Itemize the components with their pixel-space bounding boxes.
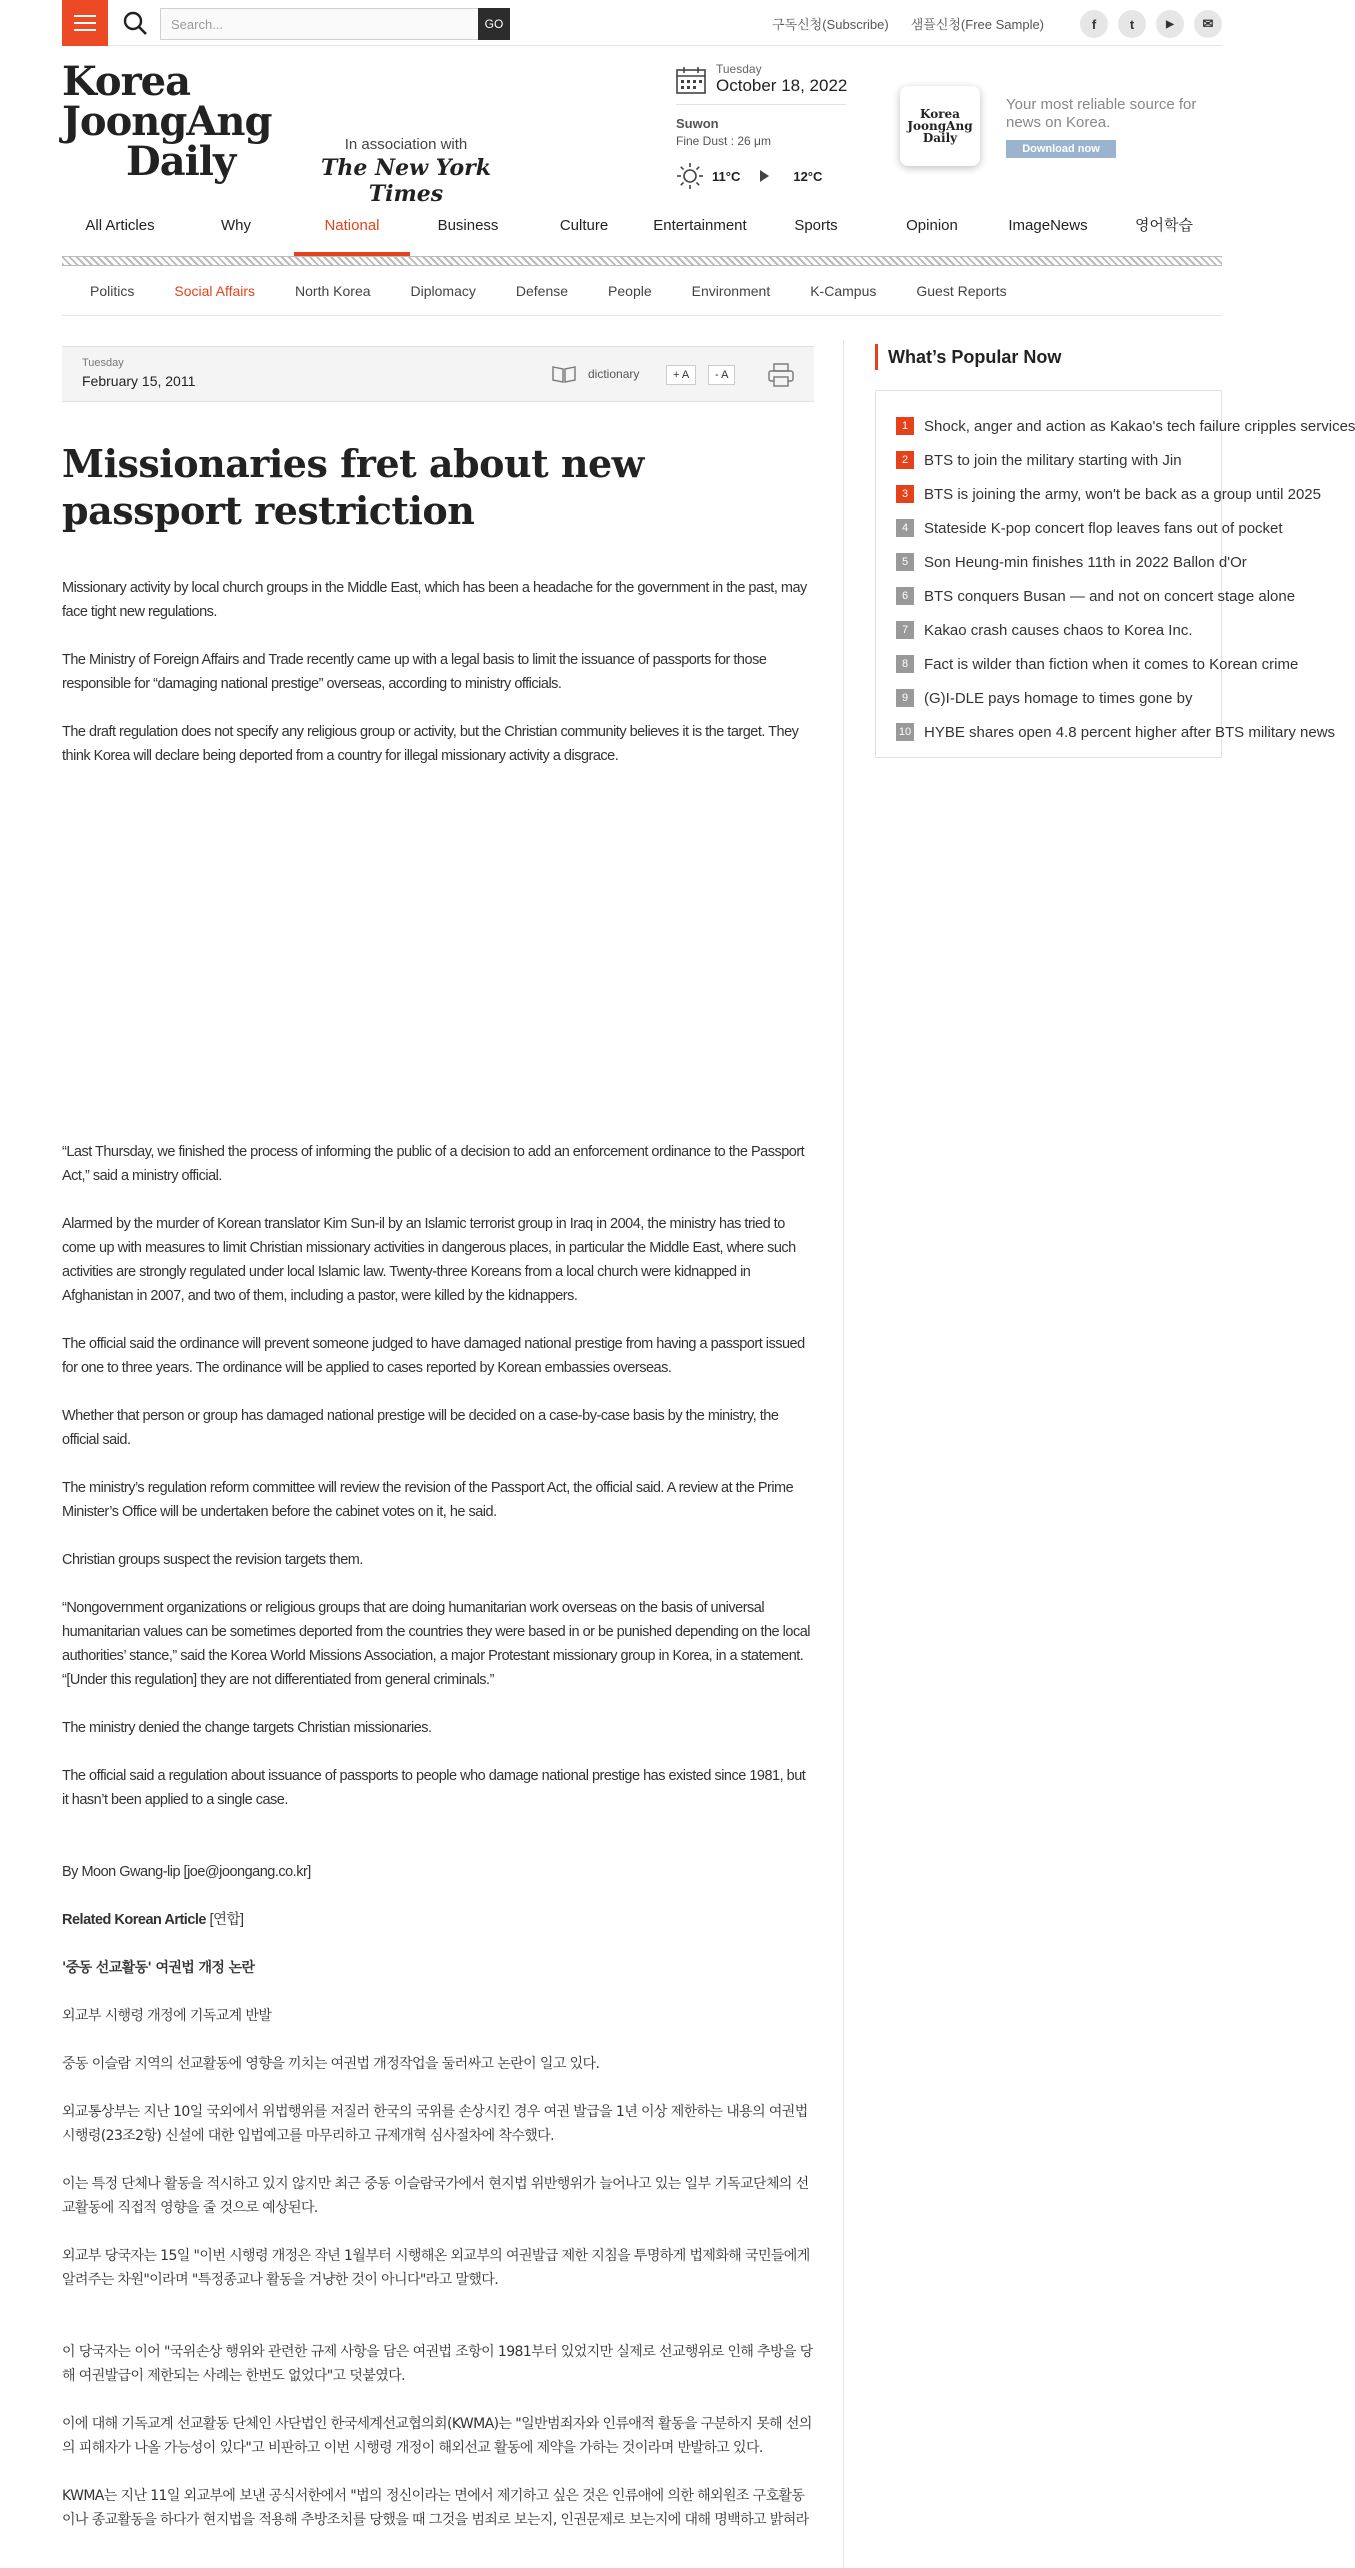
popular-item[interactable] [896,647,1299,681]
popular-item[interactable] [896,681,1201,715]
article-paragraph: The official said the ordinance will prevent someone judged to have damaged national prestige from having a passport issued for one to three years. The ordinance will be applied to cases reported by Korean embassies overseas. [62,1336,805,1376]
sun-icon [676,162,704,190]
top-utility-bar [62,0,1222,46]
search-input[interactable] [160,8,480,40]
calendar-icon [676,66,706,94]
popular-item[interactable] [896,409,1355,443]
subnav-defense[interactable]: Defense [515,283,569,299]
nav-sports[interactable]: Sports [794,217,838,234]
subscribe-link[interactable]: 구독신청(Subscribe) [772,17,889,32]
rank-badge: 8 [896,655,914,673]
logo-line: JoongAng [62,98,272,145]
weather-city: Suwon [676,116,719,131]
rank-badge: 7 [896,621,914,639]
current-date: October 18, 2022 [716,76,848,95]
nav-entertainment[interactable]: Entertainment [653,217,747,234]
article-date: February 15, 2011 [82,373,196,389]
nav-imagenews[interactable]: ImageNews [1008,217,1088,234]
date-divider [676,104,846,105]
subnav-politics[interactable]: Politics [90,283,135,299]
popular-item-title[interactable]: BTS to join the military starting with Jin [924,451,1182,469]
rank-badge: 3 [896,485,914,503]
rank-badge: 2 [896,451,914,469]
article-paragraph: The ministry’s regulation reform committee will review the revision of the Passport Act, the official said. A review at the Prime Minister’s Office will be undertaken before the cabinet votes on it, he said. [62,1480,794,1520]
article-headline: Missionaries fret about new passport restriction [62,441,644,533]
korean-article [62,1956,814,2556]
nav-opinion[interactable]: Opinion [906,217,958,234]
fine-dust-reading: Fine Dust : 26 μm [676,134,771,148]
article-paragraph: The official said a regulation about issuance of passports to people who damage national prestige has existed since 1981, but it hasn’t been applied to a single case. [62,1768,806,1808]
article-paragraph: Christian groups suspect the revision targets them. [62,1552,363,1568]
association-text: In association with [344,136,468,153]
logo-line: Korea [62,58,191,105]
korean-paragraph: 외교통상부는 지난 10일 국외에서 위법행위를 저질러 한국의 국위를 손상시킨 경우 여권 발급을 1년 이상 제한하는 내용의 여권법 시행령(23조2항) 신설에 대한 입법예고를 마무리하고 규제개혁 심사절차에 착수했다. [62,2104,808,2144]
twitter-icon[interactable]: t [1118,10,1146,38]
app-logo-line: Korea [920,107,960,121]
popular-item[interactable] [896,579,1296,613]
article-paragraph: Alarmed by the murder of Korean translator Kim Sun-il by an Islamic terrorist group in Iraq in 2004, the ministry has tried to come up with measures to limit Christian missionary activities in dangerous places, in particular the Middle East, where such activities are strongly regulated under local Islamic law. Twenty-three Koreans from a local church were kidnapped in Afghanistan in 2007, and two of them, including a pastor, were killed by the kidnappers. [62,1216,796,1304]
current-weekday: Tuesday [716,62,762,76]
related-label: Related Korean Article [62,1912,206,1928]
popular-item-title[interactable]: (G)I-DLE pays homage to times gone by [924,689,1193,707]
weather-temps [676,162,822,190]
popular-item[interactable] [896,613,1201,647]
print-icon[interactable] [768,363,794,387]
subnav-k-campus[interactable]: K-Campus [810,283,877,299]
popular-item[interactable] [896,443,1201,477]
hamburger-line [74,15,96,17]
article-paragraph: “Nongovernment organizations or religious groups that are doing humanitarian work overseas on the basis of universal humanitarian values can be sometimes deported from the countries they were based in or be punished depending on the local authorities’ stance,” said the Korea World Missions Association, a major Protestant missionary group in Korea, in a statement. “[Under this regulation] they are not differentiated from general criminals.” [62,1600,810,1688]
korean-paragraph: 중동 이슬람 지역의 선교활동에 영향을 끼치는 여권법 개정작업을 둘러싸고 논란이 일고 있다. [62,2056,600,2072]
font-decrease-button[interactable]: - A [708,365,735,385]
subnav-diplomacy[interactable]: Diplomacy [410,283,476,299]
nyt-logo: The New York Times [320,155,492,207]
korean-paragraph: 외교부 당국자는 15일 "이번 시행령 개정은 작년 1월부터 시행해온 외교부의 여권발급 제한 지침을 투명하게 법제화해 국민들에게 알려주는 차원"이라며 "특정종교나 활동을 겨냥한 것이 아니다"라고 말했다. [62,2248,810,2288]
popular-item[interactable] [896,477,1321,511]
article-byline: By Moon Gwang-lip [joe@joongang.co.kr] [62,1864,311,1880]
article-body-top [62,576,814,792]
free-sample-link[interactable]: 샘플신청(Free Sample) [910,17,1045,32]
app-promo-text: Your most reliable source for news on Korea. [1006,96,1197,131]
column-divider [843,340,844,2568]
korean-paragraph: 외교부 시행령 개정에 기독교계 반발 [62,2008,272,2024]
social-links [1080,10,1222,38]
book-icon[interactable] [552,365,576,383]
nav-all-articles[interactable]: All Articles [85,217,155,234]
article-paragraph: The draft regulation does not specify any religious group or activity, but the Christian community believes it is the target. They think Korea will declare being deported from a country for illegal missionary activity a disgrace. [62,724,799,764]
subnav-north-korea[interactable]: North Korea [295,283,371,299]
popular-item-title[interactable]: BTS conquers Busan — and not on concert stage alone [924,587,1296,605]
popular-item-title[interactable]: Son Heung-min finishes 11th in 2022 Ballon d'Or [924,553,1247,571]
mail-icon[interactable]: ✉ [1194,10,1222,38]
rank-badge: 6 [896,587,914,605]
nyt-association [306,136,506,207]
popular-list [875,390,1355,758]
related-article-heading [62,1908,814,1932]
hamburger-line [74,29,96,31]
popular-item-title[interactable]: Shock, anger and action as Kakao's tech failure cripples services [924,417,1355,435]
site-logo[interactable] [62,58,272,185]
utility-links [772,14,1044,33]
popular-item-title[interactable]: BTS is joining the army, won't be back as a group until 2025 [924,485,1321,503]
korean-paragraph: 이에 대해 기독교계 선교활동 단체인 사단법인 한국세계선교협의회(KWMA)는 "일반범죄자와 인류애적 활동을 구분하지 못해 선의의 피해자가 나올 가능성이 있다"고 비판하고 이번 시행령 개정이 해외선교 활동에 제약을 가하는 것이라며 반발하고 있다. [62,2416,812,2456]
temp-low: 11°C [712,168,741,184]
temp-high: 12°C [793,168,823,184]
korean-paragraph: KWMA는 지난 11일 외교부에 보낸 공식서한에서 "법의 정신이라는 면에서 제기하고 싶은 것은 인류애에 의한 해외원조 구호활동이나 종교활동을 하다가 현지법을 적용해 추방조치를 당했을 때 그것을 범죄로 보는지, 인권문제로 보는지에 대해 명백하고 밝혀라 [62,2488,809,2528]
nav-hatch-divider [62,256,1222,266]
popular-item-title[interactable]: Kakao crash causes chaos to Korea Inc. [924,621,1193,639]
nav-culture[interactable]: Culture [559,217,609,234]
article-paragraph: The Ministry of Foreign Affairs and Trade recently came up with a legal basis to limit the issuance of passports for those responsible for “damaging national prestige” overseas, according to ministry officials. [62,652,767,692]
rank-badge: 4 [896,519,914,537]
main-nav [62,206,1222,256]
rank-badge: 10 [896,723,914,741]
hamburger-menu-button[interactable] [62,0,108,46]
facebook-icon[interactable]: f [1080,10,1108,38]
nav-national[interactable]: National [294,206,410,256]
article-weekday: Tuesday [82,357,124,369]
app-logo-line: JoongAng [907,119,973,133]
popular-item-title[interactable]: Stateside K-pop concert flop leaves fans out of pocket [924,519,1283,537]
rank-badge: 1 [896,417,914,435]
popular-item[interactable] [896,715,1336,749]
search-go-button[interactable]: GO [478,8,510,40]
hamburger-line [74,22,96,24]
rank-badge: 9 [896,689,914,707]
nav-english-learning[interactable]: 영어학습 [1135,217,1193,234]
app-logo[interactable] [900,86,980,166]
popular-item[interactable] [896,545,1247,579]
logo-line: Daily [126,138,236,185]
search-icon[interactable] [122,10,148,36]
article-paragraph: Whether that person or group has damaged national prestige will be decided on a case-by-case basis by the ministry, the official said. [62,1408,779,1448]
popular-item-title[interactable]: Fact is wilder than fiction when it comes to Korean crime [924,655,1299,673]
related-source: [연합] [209,1912,244,1928]
article-footer [62,1860,814,1956]
subnav-people[interactable]: People [608,283,652,299]
korean-article-title: '중동 선교활동' 여권법 개정 논란 [62,1960,255,1976]
popular-item[interactable] [896,511,1283,545]
arrow-right-icon [760,170,769,182]
article-body-main [62,1140,814,1836]
app-logo-line: Daily [922,131,958,145]
nav-business[interactable]: Business [437,217,499,234]
korean-paragraph: 이는 특정 단체나 활동을 적시하고 있지 않지만 최근 중동 이슬람국가에서 현지법 위반행위가 늘어나고 있는 일부 기독교단체의 선교활동에 직접적 영향을 줄 것으로 예상된다. [62,2176,809,2216]
subnav-guest-reports[interactable]: Guest Reports [916,283,1007,299]
subnav-environment[interactable]: Environment [691,283,771,299]
sub-nav [62,268,1222,316]
rank-badge: 5 [896,553,914,571]
popular-item-title[interactable]: HYBE shares open 4.8 percent higher after BTS military news [924,723,1336,741]
subnav-social-affairs[interactable]: Social Affairs [174,283,256,299]
font-increase-button[interactable]: + A [666,365,696,385]
article-paragraph: “Last Thursday, we finished the process of informing the public of a decision to add an enforcement ordinance to the Passport Act,” said a ministry official. [62,1144,805,1184]
dictionary-toggle[interactable]: dictionary [588,367,640,381]
korean-paragraph: 이 당국자는 이어 "국위손상 행위와 관련한 규제 사항을 담은 여권법 조항이 1981부터 있었지만 실제로 선교행위로 인해 추방을 당해 여권발급이 제한되는 사례는 한번도 없었다"고 덧붙였다. [62,2344,813,2384]
article-paragraph: The ministry denied the change targets Christian missionaries. [62,1720,432,1736]
article-paragraph: Missionary activity by local church groups in the Middle East, which has been a headache for the government in the past, may face tight new regulations. [62,580,807,620]
download-app-button[interactable]: Download now [1006,140,1116,158]
nav-why[interactable]: Why [221,217,251,234]
youtube-icon[interactable]: ▶ [1156,10,1184,38]
popular-title: What’s Popular Now [875,344,1061,370]
article-meta-bar [62,346,814,402]
